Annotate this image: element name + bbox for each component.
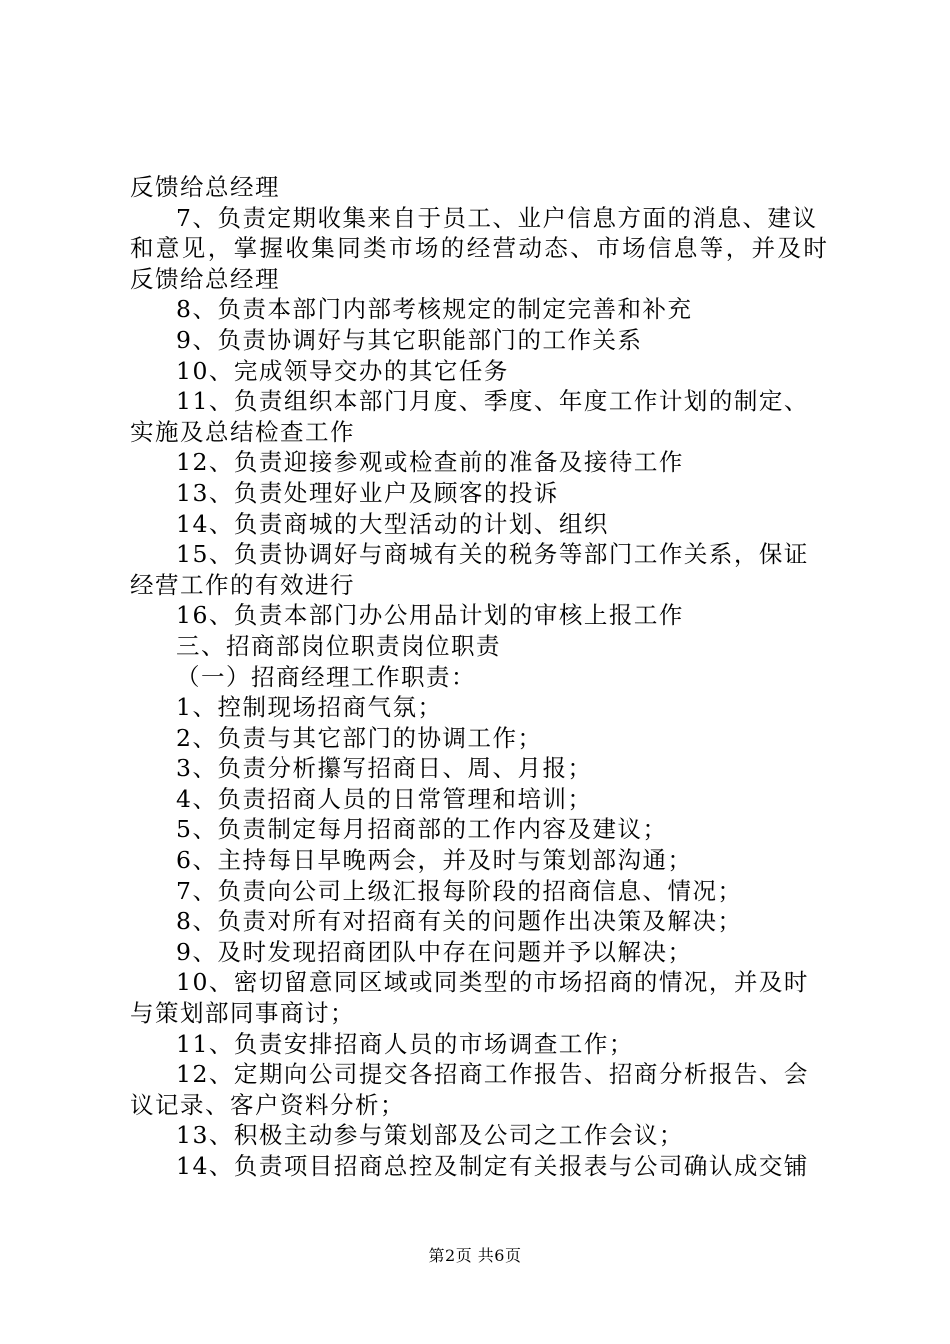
text-line: 2、负责与其它部门的协调工作； <box>176 723 543 752</box>
subsection-heading: （一）招商经理工作职责： <box>176 662 476 691</box>
text-line: 15、负责协调好与商城有关的税务等部门工作关系，保证 <box>176 540 809 569</box>
text-line: 反馈给总经理 <box>130 173 280 201</box>
text-line: 8、负责对所有对招商有关的问题作出决策及解决； <box>176 907 743 936</box>
text-line: 10、密切留意同区域或同类型的市场招商的情况，并及时 <box>176 968 809 997</box>
text-line: 14、负责项目招商总控及制定有关报表与公司确认成交铺 <box>176 1152 809 1180</box>
text-line: 12、负责迎接参观或检查前的准备及接待工作 <box>176 448 684 477</box>
text-line: 12、定期向公司提交各招商工作报告、招商分析报告、会 <box>176 1060 809 1089</box>
text-line: 9、负责协调好与其它职能部门的工作关系 <box>176 325 643 354</box>
text-line: 11、负责安排招商人员的市场调查工作； <box>176 1029 634 1058</box>
text-line: 11、负责组织本部门月度、季度、年度工作计划的制定、 <box>176 387 809 416</box>
text-line: 5、负责制定每月招商部的工作内容及建议； <box>176 815 668 844</box>
text-line: 16、负责本部门办公用品计划的审核上报工作 <box>176 601 684 630</box>
text-line: 与策划部同事商讨； <box>130 999 355 1028</box>
text-line: 议记录、客户资料分析； <box>130 1090 405 1119</box>
text-line: 13、负责处理好业户及顾客的投诉 <box>176 478 559 507</box>
text-line: 实施及总结检查工作 <box>130 417 355 446</box>
text-line: 13、积极主动参与策划部及公司之工作会议； <box>176 1121 684 1150</box>
text-line: 4、负责招商人员的日常管理和培训； <box>176 784 593 813</box>
document-body <box>130 172 834 1182</box>
section-heading: 三、招商部岗位职责岗位职责 <box>176 631 501 660</box>
text-line: 9、及时发现招商团队中存在问题并予以解决； <box>176 937 693 966</box>
text-line: 8、负责本部门内部考核规定的制定完善和补充 <box>176 295 693 324</box>
text-line: 10、完成领导交办的其它任务 <box>176 356 509 385</box>
text-line: 和意见，掌握收集同类市场的经营动态、市场信息等，并及时 <box>130 234 830 263</box>
text-line: 7、负责定期收集来自于员工、业户信息方面的消息、建议 <box>176 203 818 232</box>
text-line: 经营工作的有效进行 <box>130 570 355 599</box>
text-line: 1、控制现场招商气氛； <box>176 693 443 722</box>
text-line: 6、主持每日早晚两会，并及时与策划部沟通； <box>176 846 693 875</box>
text-line: 反馈给总经理 <box>130 264 280 293</box>
text-line: 7、负责向公司上级汇报每阶段的招商信息、情况； <box>176 876 743 905</box>
page-number: 第2页 共6页 <box>428 1246 522 1265</box>
text-line: 3、负责分析攥写招商日、周、月报； <box>176 754 593 783</box>
text-line: 14、负责商城的大型活动的计划、组织 <box>176 509 609 538</box>
